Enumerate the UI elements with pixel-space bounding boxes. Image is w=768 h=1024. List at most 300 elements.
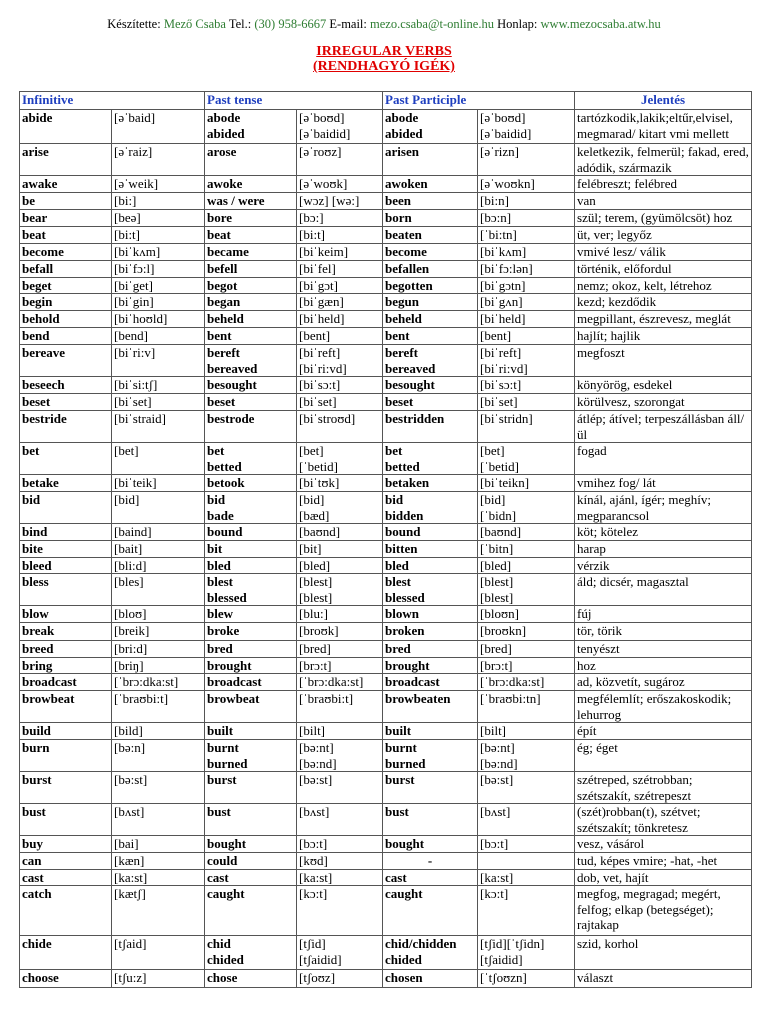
past-tense-cell: bought: [205, 836, 297, 853]
past-participle-cell: awoken: [383, 176, 478, 193]
meaning-cell: kezd; kezdődik: [575, 294, 752, 311]
past-tense-ipa-cell: [ˈbraʊbi:t]: [297, 691, 383, 723]
table-row: [20, 328, 752, 345]
email-link[interactable]: mezo.csaba@t-online.hu: [370, 17, 494, 31]
infinitive-ipa-cell: [bild]: [112, 723, 205, 740]
meaning-cell: üt, ver; legyőz: [575, 227, 752, 244]
past-tense-cell: caught: [205, 886, 297, 936]
infinitive-ipa-cell: [tʃu:z]: [112, 970, 205, 988]
author-name: Mező Csaba: [163, 17, 226, 31]
past-tense-ipa-cell: [tʃoʊz]: [297, 970, 383, 988]
meaning-cell: átlép; átível; terpeszállásban áll/ül: [575, 411, 752, 443]
infinitive-cell: behold: [20, 311, 112, 328]
past-tense-cell: blest blessed: [205, 574, 297, 606]
past-tense-ipa-cell: [bɔ:t]: [297, 836, 383, 853]
past-tense-cell: betook: [205, 475, 297, 492]
past-tense-ipa-cell: [biˈkeim]: [297, 244, 383, 261]
past-participle-cell: abode abided: [383, 110, 478, 144]
infinitive-cell: bet: [20, 443, 112, 475]
infinitive-cell: chide: [20, 936, 112, 970]
past-tense-cell: bestrode: [205, 411, 297, 443]
table-row: [20, 210, 752, 227]
meaning-cell: vesz, vásárol: [575, 836, 752, 853]
infinitive-ipa-cell: [ˈbrɔ:dka:st]: [112, 674, 205, 691]
past-tense-cell: broadcast: [205, 674, 297, 691]
table-row: [20, 804, 752, 836]
made-by-label: Készítette:: [107, 17, 161, 31]
table-header-row: [20, 92, 752, 110]
past-participle-ipa-cell: [bə:st]: [478, 772, 575, 804]
meaning-cell: körülvesz, szorongat: [575, 394, 752, 411]
past-participle-ipa-cell: [bred]: [478, 641, 575, 658]
table-row: [20, 345, 752, 377]
infinitive-cell: choose: [20, 970, 112, 988]
past-participle-ipa-cell: [ka:st]: [478, 869, 575, 886]
table-row: [20, 886, 752, 936]
past-tense-cell: bled: [205, 557, 297, 574]
meaning-cell: megfélemlít; erőszakoskodik; lehurrog: [575, 691, 752, 723]
past-participle-cell: betaken: [383, 475, 478, 492]
past-participle-ipa-cell: [478, 853, 575, 870]
table-row: [20, 176, 752, 193]
infinitive-ipa-cell: [bə:st]: [112, 772, 205, 804]
past-tense-cell: built: [205, 723, 297, 740]
past-participle-ipa-cell: [tʃid][ˈtʃidn] [tʃaidid]: [478, 936, 575, 970]
past-participle-ipa-cell: [biˈkʌm]: [478, 244, 575, 261]
meaning-cell: történik, előfordul: [575, 260, 752, 277]
meaning-cell: megfoszt: [575, 345, 752, 377]
title-line-1: IRREGULAR VERBS: [316, 44, 452, 59]
infinitive-cell: can: [20, 853, 112, 870]
past-participle-cell: brought: [383, 657, 478, 674]
past-participle-cell: besought: [383, 377, 478, 394]
past-tense-ipa-cell: [bent]: [297, 328, 383, 345]
past-participle-cell: bid bidden: [383, 492, 478, 524]
meaning-cell: köt; kötelez: [575, 524, 752, 541]
infinitive-cell: beget: [20, 277, 112, 294]
infinitive-ipa-cell: [bet]: [112, 443, 205, 475]
meaning-cell: tartózkodik,lakik;eltűr,elvisel, megmarad/ kitart vmi mellett: [575, 110, 752, 144]
past-tense-cell: burst: [205, 772, 297, 804]
table-row: [20, 691, 752, 723]
past-tense-cell: bound: [205, 524, 297, 541]
past-tense-ipa-cell: [biˈtʊk]: [297, 475, 383, 492]
infinitive-cell: bleed: [20, 557, 112, 574]
table-row: [20, 606, 752, 623]
past-participle-ipa-cell: [ˈbitn]: [478, 541, 575, 558]
past-participle-ipa-cell: [əˈrizn]: [478, 144, 575, 176]
infinitive-cell: begin: [20, 294, 112, 311]
meaning-cell: tenyészt: [575, 641, 752, 658]
meaning-cell: áld; dicsér, magasztal: [575, 574, 752, 606]
meaning-cell: vmihez fog/ lát: [575, 475, 752, 492]
past-participle-cell: beheld: [383, 311, 478, 328]
table-row: [20, 869, 752, 886]
past-participle-ipa-cell: [brɔ:t]: [478, 657, 575, 674]
past-participle-ipa-cell: [biˈteikn]: [478, 475, 575, 492]
meaning-cell: szül; terem, (gyümölcsöt) hoz: [575, 210, 752, 227]
infinitive-cell: beseech: [20, 377, 112, 394]
past-tense-ipa-cell: [blest] [blest]: [297, 574, 383, 606]
col-header-infinitive: Infinitive: [20, 92, 205, 110]
past-tense-ipa-cell: [baʊnd]: [297, 524, 383, 541]
past-tense-ipa-cell: [biˈgɔt]: [297, 277, 383, 294]
meaning-cell: keletkezik, felmerül; fakad, ered, adódik, származik: [575, 144, 752, 176]
tel-label: Tel.:: [228, 17, 252, 31]
past-tense-ipa-cell: [əˈroʊz]: [297, 144, 383, 176]
table-row: [20, 492, 752, 524]
meaning-cell: ad, közvetít, sugároz: [575, 674, 752, 691]
past-tense-ipa-cell: [ka:st]: [297, 869, 383, 886]
infinitive-cell: burn: [20, 740, 112, 772]
table-row: [20, 524, 752, 541]
past-participle-cell: broadcast: [383, 674, 478, 691]
table-row: [20, 836, 752, 853]
table-row: [20, 574, 752, 606]
infinitive-ipa-cell: [kæn]: [112, 853, 205, 870]
table-row: [20, 557, 752, 574]
past-tense-cell: brought: [205, 657, 297, 674]
infinitive-ipa-cell: [biˈgin]: [112, 294, 205, 311]
past-tense-cell: burnt burned: [205, 740, 297, 772]
past-participle-ipa-cell: [baʊnd]: [478, 524, 575, 541]
past-participle-ipa-cell: [biˈfɔ:lən]: [478, 260, 575, 277]
infinitive-cell: bid: [20, 492, 112, 524]
past-tense-ipa-cell: [bred]: [297, 641, 383, 658]
infinitive-ipa-cell: [baind]: [112, 524, 205, 541]
infinitive-ipa-cell: [biˈsi:tʃ]: [112, 377, 205, 394]
past-participle-cell: bought: [383, 836, 478, 853]
table-row: [20, 227, 752, 244]
email-label: E-mail:: [329, 17, 367, 31]
past-tense-ipa-cell: [biˈheld]: [297, 311, 383, 328]
past-participle-cell: bound: [383, 524, 478, 541]
past-tense-cell: bereft bereaved: [205, 345, 297, 377]
infinitive-cell: cast: [20, 869, 112, 886]
infinitive-ipa-cell: [kætʃ]: [112, 886, 205, 936]
past-tense-ipa-cell: [bə:st]: [297, 772, 383, 804]
past-tense-cell: bet betted: [205, 443, 297, 475]
meaning-cell: szid, korhol: [575, 936, 752, 970]
infinitive-cell: break: [20, 623, 112, 641]
past-tense-cell: arose: [205, 144, 297, 176]
past-tense-cell: blew: [205, 606, 297, 623]
past-participle-ipa-cell: [broʊkn]: [478, 623, 575, 641]
table-row: [20, 641, 752, 658]
infinitive-ipa-cell: [ˈbraʊbi:t]: [112, 691, 205, 723]
past-participle-cell: built: [383, 723, 478, 740]
past-tense-ipa-cell: [bʌst]: [297, 804, 383, 836]
infinitive-ipa-cell: [bri:d]: [112, 641, 205, 658]
past-participle-cell: broken: [383, 623, 478, 641]
infinitive-cell: become: [20, 244, 112, 261]
past-tense-ipa-cell: [biˈfel]: [297, 260, 383, 277]
past-tense-cell: begot: [205, 277, 297, 294]
table-row: [20, 623, 752, 641]
infinitive-cell: be: [20, 193, 112, 210]
past-participle-cell: bereft bereaved: [383, 345, 478, 377]
past-participle-cell: bust: [383, 804, 478, 836]
meaning-cell: hoz: [575, 657, 752, 674]
past-tense-ipa-cell: [biˈset]: [297, 394, 383, 411]
past-tense-cell: was / were: [205, 193, 297, 210]
past-participle-ipa-cell: [bɔ:t]: [478, 836, 575, 853]
past-tense-ipa-cell: [wɔz] [wə:]: [297, 193, 383, 210]
infinitive-ipa-cell: [bai]: [112, 836, 205, 853]
infinitive-cell: bite: [20, 541, 112, 558]
infinitive-cell: bind: [20, 524, 112, 541]
past-tense-ipa-cell: [əˈboʊd] [əˈbaidid]: [297, 110, 383, 144]
past-tense-ipa-cell: [bɔ:]: [297, 210, 383, 227]
past-participle-cell: begun: [383, 294, 478, 311]
past-participle-cell: bestridden: [383, 411, 478, 443]
past-tense-cell: beheld: [205, 311, 297, 328]
page-title: [0, 44, 768, 74]
past-tense-cell: could: [205, 853, 297, 870]
infinitive-ipa-cell: [biˈteik]: [112, 475, 205, 492]
table-row: [20, 294, 752, 311]
past-participle-cell: begotten: [383, 277, 478, 294]
infinitive-cell: beset: [20, 394, 112, 411]
infinitive-ipa-cell: [bend]: [112, 328, 205, 345]
past-tense-ipa-cell: [biˈgæn]: [297, 294, 383, 311]
past-participle-cell: bled: [383, 557, 478, 574]
infinitive-cell: catch: [20, 886, 112, 936]
table-row: [20, 260, 752, 277]
past-participle-cell: blest blessed: [383, 574, 478, 606]
col-header-meaning: Jelentés: [575, 92, 752, 110]
table-row: [20, 193, 752, 210]
past-tense-cell: beat: [205, 227, 297, 244]
past-tense-cell: broke: [205, 623, 297, 641]
table-row: [20, 277, 752, 294]
meaning-cell: van: [575, 193, 752, 210]
past-tense-cell: bore: [205, 210, 297, 227]
infinitive-ipa-cell: [biˈstraid]: [112, 411, 205, 443]
infinitive-ipa-cell: [bə:n]: [112, 740, 205, 772]
past-tense-ipa-cell: [əˈwoʊk]: [297, 176, 383, 193]
past-tense-cell: chose: [205, 970, 297, 988]
infinitive-cell: befall: [20, 260, 112, 277]
past-tense-ipa-cell: [kʊd]: [297, 853, 383, 870]
infinitive-ipa-cell: [əˈweik]: [112, 176, 205, 193]
past-participle-ipa-cell: [bɔ:n]: [478, 210, 575, 227]
past-tense-ipa-cell: [blu:]: [297, 606, 383, 623]
past-participle-cell: been: [383, 193, 478, 210]
table-row: [20, 144, 752, 176]
past-participle-ipa-cell: [bi:n]: [478, 193, 575, 210]
past-participle-ipa-cell: [blest] [blest]: [478, 574, 575, 606]
past-tense-ipa-cell: [bi:t]: [297, 227, 383, 244]
past-participle-cell: chid/chidden chided: [383, 936, 478, 970]
past-tense-ipa-cell: [biˈsɔ:t]: [297, 377, 383, 394]
past-tense-cell: began: [205, 294, 297, 311]
infinitive-cell: breed: [20, 641, 112, 658]
table-row: [20, 244, 752, 261]
phone-number: (30) 958-6667: [254, 17, 327, 31]
past-participle-ipa-cell: [əˈboʊd] [əˈbaidid]: [478, 110, 575, 144]
meaning-cell: nemz; okoz, kelt, létrehoz: [575, 277, 752, 294]
meaning-cell: könyörög, esdekel: [575, 377, 752, 394]
past-tense-ipa-cell: [bet] [ˈbetid]: [297, 443, 383, 475]
past-tense-ipa-cell: [tʃid] [tʃaidid]: [297, 936, 383, 970]
infinitive-cell: blow: [20, 606, 112, 623]
infinitive-ipa-cell: [bli:d]: [112, 557, 205, 574]
verb-rows: [20, 110, 752, 988]
past-participle-ipa-cell: [ˈbrɔ:dka:st]: [478, 674, 575, 691]
past-participle-ipa-cell: [bə:nt] [bə:nd]: [478, 740, 575, 772]
past-participle-ipa-cell: [ˈtʃoʊzn]: [478, 970, 575, 988]
past-participle-cell: bred: [383, 641, 478, 658]
infinitive-ipa-cell: [bait]: [112, 541, 205, 558]
past-participle-ipa-cell: [biˈheld]: [478, 311, 575, 328]
infinitive-ipa-cell: [beə]: [112, 210, 205, 227]
infinitive-cell: beat: [20, 227, 112, 244]
past-tense-cell: bit: [205, 541, 297, 558]
col-header-past-tense: Past tense: [205, 92, 383, 110]
infinitive-ipa-cell: [briŋ]: [112, 657, 205, 674]
infinitive-ipa-cell: [biˈhoʊld]: [112, 311, 205, 328]
table-row: [20, 443, 752, 475]
past-participle-cell: chosen: [383, 970, 478, 988]
past-tense-ipa-cell: [broʊk]: [297, 623, 383, 641]
infinitive-cell: bend: [20, 328, 112, 345]
past-participle-cell: -: [383, 853, 478, 870]
past-participle-ipa-cell: [kɔ:t]: [478, 886, 575, 936]
meaning-cell: hajlít; hajlik: [575, 328, 752, 345]
infinitive-cell: buy: [20, 836, 112, 853]
infinitive-ipa-cell: [biˈget]: [112, 277, 205, 294]
past-participle-ipa-cell: [biˈstridn]: [478, 411, 575, 443]
table-row: [20, 674, 752, 691]
meaning-cell: vmivé lesz/ válik: [575, 244, 752, 261]
table-row: [20, 311, 752, 328]
past-tense-ipa-cell: [biˈreft] [biˈri:vd]: [297, 345, 383, 377]
meaning-cell: fúj: [575, 606, 752, 623]
infinitive-ipa-cell: [bloʊ]: [112, 606, 205, 623]
meaning-cell: megfog, megragad; megért, felfog; elkap (betegséget); rajtakap: [575, 886, 752, 936]
past-participle-cell: beaten: [383, 227, 478, 244]
meaning-cell: megpillant, észrevesz, meglát: [575, 311, 752, 328]
past-participle-ipa-cell: [biˈsɔ:t]: [478, 377, 575, 394]
meaning-cell: épít: [575, 723, 752, 740]
infinitive-ipa-cell: [əˈbaid]: [112, 110, 205, 144]
past-tense-cell: bent: [205, 328, 297, 345]
past-participle-ipa-cell: [bet] [ˈbetid]: [478, 443, 575, 475]
past-participle-ipa-cell: [ˈbraʊbi:tn]: [478, 691, 575, 723]
infinitive-cell: bereave: [20, 345, 112, 377]
infinitive-cell: burst: [20, 772, 112, 804]
past-tense-ipa-cell: [biˈstroʊd]: [297, 411, 383, 443]
table-row: [20, 475, 752, 492]
infinitive-cell: bear: [20, 210, 112, 227]
past-participle-cell: burst: [383, 772, 478, 804]
infinitive-cell: betake: [20, 475, 112, 492]
infinitive-cell: awake: [20, 176, 112, 193]
meaning-cell: ég; éget: [575, 740, 752, 772]
infinitive-cell: abide: [20, 110, 112, 144]
past-participle-ipa-cell: [bid] [ˈbidn]: [478, 492, 575, 524]
past-tense-ipa-cell: [brɔ:t]: [297, 657, 383, 674]
infinitive-cell: bestride: [20, 411, 112, 443]
table-row: [20, 541, 752, 558]
past-tense-ipa-cell: [bid] [bæd]: [297, 492, 383, 524]
table-row: [20, 853, 752, 870]
infinitive-ipa-cell: [biˈset]: [112, 394, 205, 411]
infinitive-cell: bring: [20, 657, 112, 674]
infinitive-ipa-cell: [ka:st]: [112, 869, 205, 886]
past-tense-cell: befell: [205, 260, 297, 277]
infinitive-ipa-cell: [bles]: [112, 574, 205, 606]
past-tense-cell: cast: [205, 869, 297, 886]
past-participle-ipa-cell: [biˈgɔtn]: [478, 277, 575, 294]
meaning-cell: (szét)robban(t), szétvet; szétszakít; tönkretesz: [575, 804, 752, 836]
table-row: [20, 740, 752, 772]
past-participle-ipa-cell: [biˈreft] [biˈri:vd]: [478, 345, 575, 377]
past-tense-cell: awoke: [205, 176, 297, 193]
past-participle-ipa-cell: [bʌst]: [478, 804, 575, 836]
past-participle-cell: bitten: [383, 541, 478, 558]
past-participle-ipa-cell: [biˈgʌn]: [478, 294, 575, 311]
meaning-cell: kínál, ajánl, ígér; meghív; megparancsol: [575, 492, 752, 524]
past-participle-ipa-cell: [bloʊn]: [478, 606, 575, 623]
infinitive-ipa-cell: [bʌst]: [112, 804, 205, 836]
table-row: [20, 657, 752, 674]
past-tense-ipa-cell: [bit]: [297, 541, 383, 558]
infinitive-ipa-cell: [əˈraiz]: [112, 144, 205, 176]
infinitive-ipa-cell: [tʃaid]: [112, 936, 205, 970]
past-tense-cell: browbeat: [205, 691, 297, 723]
past-participle-ipa-cell: [ˈbi:tn]: [478, 227, 575, 244]
past-participle-cell: beset: [383, 394, 478, 411]
table-row: [20, 772, 752, 804]
infinitive-ipa-cell: [biˈfɔ:l]: [112, 260, 205, 277]
past-participle-ipa-cell: [biˈset]: [478, 394, 575, 411]
infinitive-cell: arise: [20, 144, 112, 176]
table-row: [20, 394, 752, 411]
meaning-cell: tör, törik: [575, 623, 752, 641]
past-participle-ipa-cell: [bilt]: [478, 723, 575, 740]
verb-table: [19, 91, 752, 988]
past-tense-cell: besought: [205, 377, 297, 394]
website-link[interactable]: www.mezocsaba.atw.hu: [540, 17, 661, 31]
infinitive-cell: broadcast: [20, 674, 112, 691]
past-participle-cell: become: [383, 244, 478, 261]
past-tense-cell: bred: [205, 641, 297, 658]
infinitive-cell: bust: [20, 804, 112, 836]
meaning-cell: fogad: [575, 443, 752, 475]
past-tense-cell: chid chided: [205, 936, 297, 970]
past-participle-ipa-cell: [bled]: [478, 557, 575, 574]
meaning-cell: választ: [575, 970, 752, 988]
meaning-cell: tud, képes vmire; -hat, -het: [575, 853, 752, 870]
table-row: [20, 377, 752, 394]
past-tense-ipa-cell: [ˈbrɔ:dka:st]: [297, 674, 383, 691]
table-row: [20, 970, 752, 988]
past-participle-cell: browbeaten: [383, 691, 478, 723]
infinitive-ipa-cell: [bi:t]: [112, 227, 205, 244]
past-participle-cell: bent: [383, 328, 478, 345]
past-tense-ipa-cell: [bled]: [297, 557, 383, 574]
past-participle-ipa-cell: [əˈwoʊkn]: [478, 176, 575, 193]
past-participle-cell: blown: [383, 606, 478, 623]
infinitive-cell: browbeat: [20, 691, 112, 723]
title-line-2: (RENDHAGYÓ IGÉK): [313, 59, 455, 74]
past-tense-ipa-cell: [kɔ:t]: [297, 886, 383, 936]
infinitive-ipa-cell: [biˈri:v]: [112, 345, 205, 377]
past-tense-cell: beset: [205, 394, 297, 411]
past-participle-cell: burnt burned: [383, 740, 478, 772]
